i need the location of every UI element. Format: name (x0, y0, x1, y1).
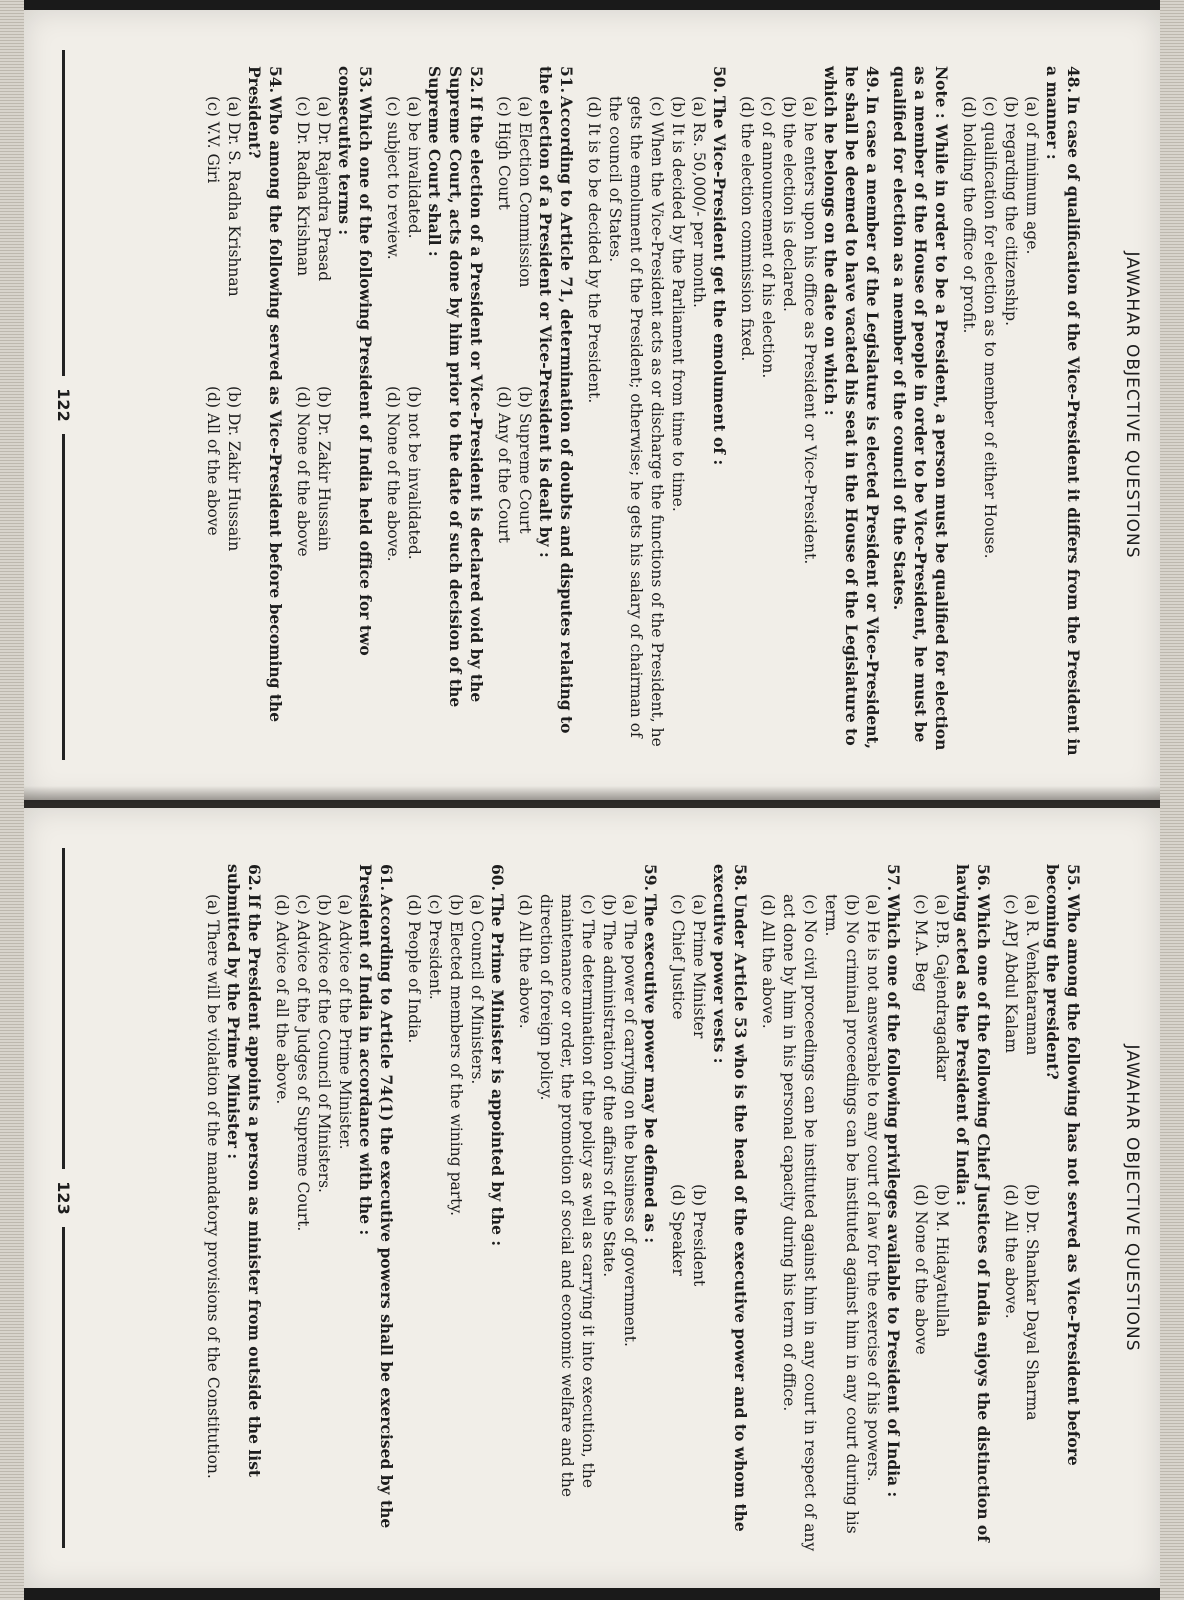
option-d: (d) holding the office of profit. (960, 96, 978, 334)
question-53 (292, 66, 376, 756)
question-column (202, 66, 1090, 756)
option-d: (d) All the above. (759, 894, 777, 1029)
question-column (202, 864, 1090, 1554)
option-a: (a) Council of Ministers. (468, 894, 486, 1085)
option-b: (b) Supreme Court (516, 386, 534, 534)
option-a: (a) Rs. 50,000/- per month. (690, 96, 708, 308)
question-number: 60. (488, 864, 507, 891)
question-48 (958, 66, 1084, 756)
question-60 (403, 864, 508, 1554)
page-122 (24, 10, 1160, 800)
option-c: (c) V.V. Giri (204, 96, 222, 184)
option-c: (c) President. (426, 894, 444, 1000)
option-a: (a) Dr. S. Radha Krishnan (225, 96, 243, 297)
question-57 (757, 864, 904, 1554)
option-d: (d) None of the above (912, 1184, 930, 1355)
option-d: (d) None of the above. (384, 386, 402, 562)
option-d: (d) None of the above (294, 386, 312, 557)
question-text: In case a member of the Legislature is elected President or Vice-President, he shall be deemed to have vacated his seat in the House of the Legislature to which he belongs on the date on which : (821, 66, 882, 750)
page-number: 122 (54, 388, 74, 422)
question-text: Who among the following served as Vice-President before becoming the President? (245, 66, 285, 723)
question-text: Under Article 53 who is the head of the executive power and to whom the executive power vests : (710, 864, 750, 1532)
option-d: (d) Advice of all the above. (273, 894, 291, 1105)
option-c: (c) Dr. Radha Krishnan (294, 96, 312, 277)
option-a: (a) Prime Minister (690, 894, 708, 1039)
option-a: (a) He is not answerable to any court of law for the exercise of his powers. (864, 894, 882, 1482)
page-header: JAWAHAR OBJECTIVE QUESTIONS (1122, 1044, 1142, 1352)
question-61 (271, 864, 397, 1554)
option-d: (d) All the above. (1002, 1184, 1020, 1319)
option-d: (d) All the above. (516, 894, 534, 1029)
option-d: (d) Any of the Court (495, 386, 513, 543)
question-54 (202, 66, 286, 756)
option-c: (c) qualification for election as to member of either House. (981, 96, 999, 559)
option-a: (a) The power of carrying on the business of government. (621, 894, 639, 1347)
option-c: (c) Chief Justice (669, 894, 687, 1020)
page-122-content (24, 10, 1160, 800)
option-c: (c) When the Vice-President acts as or discharge the functions of the President, he gets the emolument of the President; otherwise; he gets his salary of chairman of the council of States. (606, 96, 666, 747)
question-text: The executive power may be defined as : (641, 894, 660, 1244)
option-a: (a) of minimum age. (1023, 96, 1041, 255)
option-a: (a) he enters upon his office as President or Vice-President. (801, 96, 819, 565)
option-b: (b) It is decided by the Parliament from time to time. (669, 96, 687, 512)
question-49 (736, 66, 883, 756)
question-text: If the election of a President or Vice-President is declared void by the Supreme Court, acts done by him prior to the date of such decision of the Supreme Court shall : (425, 66, 486, 708)
question-number: 59. (641, 864, 660, 891)
option-c: (c) of announcement of his election. (759, 96, 777, 379)
option-b: (b) M. Hidayatullah (933, 1184, 951, 1338)
question-55 (1000, 864, 1084, 1554)
option-d: (d) the election commission fixed. (738, 96, 756, 362)
footer-rule (63, 1227, 66, 1548)
option-c: (c) The determination of the policy as well as carrying it into execution, the maintenance or order, the promotion of social and economic welfare and the direction of foreign policy. (537, 894, 597, 1497)
question-number: 52. (467, 66, 486, 93)
question-text: Which one of the following President of India held office for two consecutive terms : (335, 66, 375, 656)
option-b: (b) Advice of the Council of Ministers. (315, 894, 333, 1193)
option-b: (b) Dr. Zakir Hussain (315, 386, 333, 552)
option-b: (b) No criminal proceedings can be instituted against him in any court during his term. (822, 894, 861, 1534)
option-b: (b) Dr. Zakir Hussain (225, 386, 243, 552)
question-text: Who among the following has not served as Vice-President before becoming the president? (1043, 864, 1083, 1466)
option-a: (a) be invalidated. (405, 96, 423, 239)
question-number: 48. (1064, 66, 1083, 93)
option-d: (d) All of the above (204, 386, 222, 536)
option-b: (b) Elected members of the wining party. (447, 894, 465, 1217)
question-59 (514, 864, 661, 1554)
page-footer (54, 50, 74, 760)
option-a: (a) Dr. Rajendra Prasad (315, 96, 333, 282)
question-58 (667, 864, 751, 1554)
footer-rule (63, 50, 66, 376)
question-text: Which one of the following privileges available to President of India : (884, 894, 903, 1498)
option-d: (d) It is to be decided by the President. (585, 96, 603, 404)
question-number: 61. (377, 864, 396, 891)
option-c: (c) Advice of the Judges of Supreme Court. (294, 894, 312, 1232)
option-a: (a) Election Commission (516, 96, 534, 288)
question-number: 62. (245, 864, 264, 891)
question-text: In case of qualification of the Vice-President it differs from the President in a manner : (1043, 66, 1083, 756)
question-number: 50. (710, 66, 729, 93)
question-62 (202, 864, 265, 1554)
option-c: (c) M.A. Beg (912, 894, 930, 993)
option-b: (b) not be invalidated. (405, 386, 423, 560)
option-b: (b) The administration of the affairs of the State. (600, 894, 618, 1278)
page-footer (54, 848, 74, 1548)
page-123 (24, 808, 1160, 1588)
option-d: (d) People of India. (405, 894, 423, 1044)
question-text: According to Article 74(1) the executive powers shall be exercised by the President of India in accordance with the : (356, 864, 396, 1529)
question-51 (493, 66, 577, 756)
question-number: 53. (356, 66, 375, 93)
option-c: (c) subject to review. (384, 96, 402, 260)
page-123-content (24, 808, 1160, 1588)
question-number: 55. (1064, 864, 1083, 891)
question-50 (583, 66, 730, 756)
option-a: (a) Advice of the Prime Minister. (336, 894, 354, 1150)
option-a: (a) P.B. Gajendragadkar (933, 894, 951, 1082)
option-d: (d) Speaker (669, 1184, 687, 1276)
option-c: (c) APJ Abdul Kalam (1002, 894, 1020, 1054)
option-a: (a) R. Venkataraman (1023, 894, 1041, 1056)
option-a: (a) There will be violation of the mandatory provisions of the Constitution. (204, 894, 222, 1479)
option-b: (b) regarding the citizenship. (1002, 96, 1020, 327)
question-number: 56. (974, 864, 993, 891)
page-edges-left (0, 0, 24, 1600)
question-text: The Prime Minister is appointed by the : (488, 894, 507, 1247)
question-number: 54. (266, 66, 285, 93)
option-b: (b) the election is declared. (780, 96, 798, 312)
question-52 (382, 66, 487, 756)
question-number: 57. (884, 864, 903, 891)
question-text: Which one of the following Chief Justices of India enjoys the distinction of having acted as the President of India : (953, 864, 993, 1542)
page-edges-right (1160, 0, 1184, 1600)
question-text: The Vice-President get the emolument of : (710, 96, 729, 466)
question-56 (910, 864, 994, 1554)
footer-rule (63, 434, 66, 760)
option-b: (b) Dr. Shankar Dayal Sharma (1023, 1184, 1041, 1421)
question-number: 51. (557, 66, 576, 93)
page-number: 123 (54, 1181, 74, 1215)
footer-rule (63, 848, 66, 1169)
note-text: Note : While in order to be a President, a person must be qualified for election as a member of the House of people in order to be Vice-President, he must be qualified for election as a member of the council of the States. (890, 66, 951, 751)
question-number: 49. (863, 66, 882, 93)
page-header: JAWAHAR OBJECTIVE QUESTIONS (1122, 251, 1142, 559)
option-c: (c) High Court (495, 96, 513, 210)
question-number: 58. (731, 864, 750, 891)
question-text: According to Article 71, determination of doubts and disputes relating to the election of a President or Vice-President is dealt by : (536, 66, 576, 734)
option-c: (c) No civil proceedings can be instituted against him in any court in respect of any act done by him in his personal capacity during his term of office. (780, 894, 819, 1552)
option-b: (b) President (690, 1184, 708, 1287)
question-text: If the President appoints a person as minister from outside the list submitted by the Prime Minister : (224, 864, 264, 1478)
